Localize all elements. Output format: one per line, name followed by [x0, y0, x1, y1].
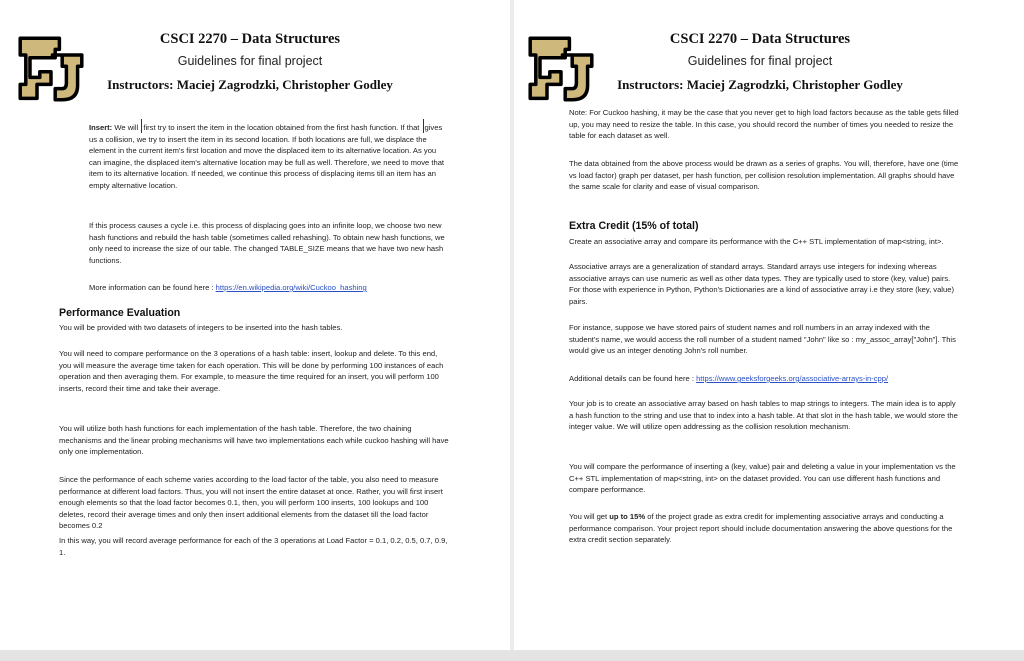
- instructors-line: Instructors: Maciej Zagrodzki, Christopher Godley: [617, 77, 903, 92]
- perf-paragraph-2: You will need to compare performance on the 3 operations of a hash table: insert, lookup and delete. To this end, you will measure the average time taken for each operation. This will be done by performing 100 instances of each operation and then averaging them. For example, to measure the time required for an insert, you will perform 100 inserts, record their time and take their average.: [59, 349, 444, 393]
- ec-paragraph-6: [569, 511, 961, 546]
- perf-paragraph-4: Since the performance of each scheme varies according to the load factor of the table, you also need to measure performance at different load factors. Thus, you will not insert the entire dataset at once. Rather, you will first insert enough elements so that the load factor becomes 0.1, then, you will perform 100 inserts, 100 lookups and 100 deletes, record their average times and only then insert additional elements from the dataset till the load factor becomes 0.2: [59, 475, 443, 531]
- perf-paragraph-3: You will utilize both hash functions for each implementation of the hash table. Therefore, the two chaining mechanisms and the linear probing mechanisms will have two implementations each while cuckoo hashing will have only one implementation.: [59, 424, 449, 457]
- more-info-line: [89, 282, 449, 294]
- more-info-prefix: More information can be found here :: [89, 283, 216, 292]
- geeksforgeeks-link[interactable]: https://www.geeksforgeeks.org/associative-arrays-in-cpp/: [696, 374, 889, 383]
- instructors-line: Instructors: Maciej Zagrodzki, Christopher Godley: [107, 77, 393, 92]
- text-caret: [423, 119, 424, 133]
- cuckoo-hashing-link[interactable]: https://en.wikipedia.org/wiki/Cuckoo_hashing: [215, 283, 367, 292]
- ec-more-prefix: Additional details can be found here :: [569, 374, 697, 383]
- doc-subtitle: Guidelines for final project: [687, 54, 833, 68]
- cu-logo-icon: [526, 34, 596, 104]
- ec-p6-pre: You will get: [569, 512, 610, 521]
- ec-p6-post: of the project grade as extra credit for implementing associative arrays and conducting a performance comparison. Your project report should include documentation answering the above questions for the extra credit section separately.: [569, 512, 953, 545]
- page-left: [0, 0, 510, 650]
- perf-paragraph-1: You will be provided with two datasets of integers to be inserted into the hash tables.: [59, 323, 343, 332]
- ec-paragraph-2: Associative arrays are a generalization of standard arrays. Standard arrays use integers for indexing whereas associative arrays can use numeric as well as other data types. They are typically used to store (key, value) pairs. For those with experience in Python, Python's Dictionaries are a kind of associative array i.e they store (key, value) pairs.: [569, 262, 954, 306]
- cu-logo-icon: [16, 34, 86, 104]
- insert-text-a: We will: [112, 123, 141, 132]
- doc-subtitle: Guidelines for final project: [177, 54, 323, 68]
- note-paragraph: Note: For Cuckoo hashing, it may be the case that you never get to high load factors because as the table gets filled up, you may need to resize the table. In this case, you should record the number of times you needed to resize the table for each dataset as well.: [569, 108, 959, 141]
- course-title: CSCI 2270 – Data Structures: [669, 31, 851, 47]
- ec-paragraph-4: Your job is to create an associative array based on hash tables to map strings to integers. The main idea is to apply a hash function to the string and use that to index into a hash table. At that slot in the hash table, we would store the integer value. We will utilize open addressing as the collision resolution mechanism.: [569, 399, 958, 432]
- ec-paragraph-1: Create an associative array and compare its performance with the C++ STL implementation of map<string, int>.: [569, 237, 944, 246]
- insert-paragraph: [89, 119, 449, 192]
- ec-more-info-line: [569, 373, 961, 385]
- window-bottom-bar: [0, 650, 1024, 661]
- insert-text-b: first try to insert the item in the location obtained from the first hash function. If that: [143, 123, 422, 132]
- page-right: [514, 0, 1020, 650]
- ec-p6-bold: up to 15%: [609, 512, 646, 521]
- insert-text-c: gives us a collision, we try to insert the item in its second location. If both locations are full, we displace the element in the current item's first location and move the displaced item to its alternative location. As you can imagine, the displaced item's alternative location may be full as well. Therefore, we need to move that item to its alternative location. If needed, we continue this process of displacing items till an item has an empty alternative location.: [89, 123, 445, 190]
- ec-paragraph-3: For instance, suppose we have stored pairs of student names and roll numbers in an array indexed with the student's name, we would access the roll number of a student named "John" like so : my_assoc_array["John"]. This would give us an integer denoting John's roll number.: [569, 323, 956, 356]
- graphs-paragraph: The data obtained from the above process would be drawn as a series of graphs. You will, therefore, have one (time vs load factor) graph per dataset, per hash function, per collision resolution implementation. All graphs should have the same scale for clarity and ease of visual comparison.: [569, 159, 959, 192]
- extra-credit-heading: Extra Credit (15% of total): [569, 220, 699, 232]
- cycle-paragraph: If this process causes a cycle i.e. this process of displacing goes into an infinite loop, we choose two new hash functions and rebuild the hash table (sometimes called rehashing). To obtain new hash functions, we only need to increase the size of our table. The changed TABLE_SIZE means that we have two new hash functions.: [89, 221, 445, 265]
- course-title: CSCI 2270 – Data Structures: [159, 31, 341, 47]
- insert-label: Insert:: [89, 123, 113, 132]
- performance-heading: Performance Evaluation: [59, 307, 181, 319]
- ec-paragraph-5: You will compare the performance of inserting a (key, value) pair and deleting a value in your implementation vs the C++ STL implementation of map<string, int> on the dataset provided. You can use different hash functions and compare performance.: [569, 462, 956, 495]
- perf-paragraph-5: In this way, you will record average performance for each of the 3 operations at Load Factor = 0.1, 0.2, 0.5, 0.7, 0.9, 1.: [59, 536, 448, 557]
